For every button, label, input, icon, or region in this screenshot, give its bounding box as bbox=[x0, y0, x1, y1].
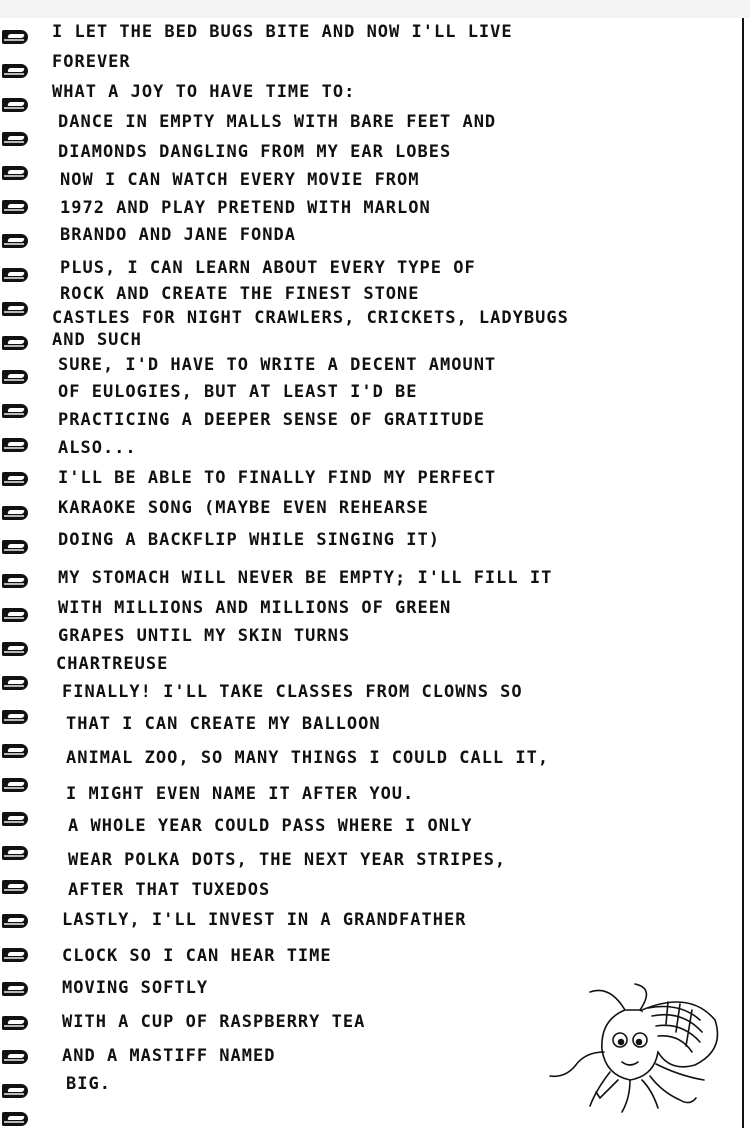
text-line: THAT I CAN CREATE MY BALLOON bbox=[66, 714, 381, 734]
spiral-ring bbox=[2, 1084, 28, 1098]
text-line: GRAPES UNTIL MY SKIN TURNS bbox=[58, 626, 351, 646]
spiral-ring bbox=[2, 744, 28, 758]
text-line: I LET THE BED BUGS BITE AND NOW I'LL LIVE bbox=[52, 22, 513, 42]
text-line: FINALLY! I'LL TAKE CLASSES FROM CLOWNS SO bbox=[62, 682, 523, 702]
text-line: CHARTREUSE bbox=[56, 654, 169, 674]
text-line: PLUS, I CAN LEARN ABOUT EVERY TYPE OF bbox=[60, 258, 476, 278]
spiral-ring bbox=[2, 132, 28, 146]
text-line: ROCK AND CREATE THE FINEST STONE bbox=[60, 284, 420, 304]
page-right-edge bbox=[742, 18, 744, 1128]
bedbug-doodle bbox=[530, 980, 730, 1120]
text-line: AND A MASTIFF NAMED bbox=[62, 1046, 276, 1066]
spiral-ring bbox=[2, 1016, 28, 1030]
spiral-ring bbox=[2, 642, 28, 656]
spiral-ring bbox=[2, 812, 28, 826]
text-line: FOREVER bbox=[52, 52, 131, 72]
spiral-ring bbox=[2, 778, 28, 792]
spiral-ring bbox=[2, 608, 28, 622]
text-line: I'LL BE ABLE TO FINALLY FIND MY PERFECT bbox=[58, 468, 497, 488]
top-margin-band bbox=[0, 0, 750, 18]
spiral-ring bbox=[2, 676, 28, 690]
text-line: WHAT A JOY TO HAVE TIME TO: bbox=[52, 82, 356, 102]
text-line: ALSO... bbox=[58, 438, 137, 458]
spiral-ring bbox=[2, 64, 28, 78]
text-line: DIAMONDS DANGLING FROM MY EAR LOBES bbox=[58, 142, 452, 162]
spiral-ring bbox=[2, 302, 28, 316]
text-line: PRACTICING A DEEPER SENSE OF GRATITUDE bbox=[58, 410, 485, 430]
spiral-binding bbox=[0, 18, 40, 1128]
text-line: MOVING SOFTLY bbox=[62, 978, 209, 998]
text-line: CLOCK SO I CAN HEAR TIME bbox=[62, 946, 332, 966]
text-line: OF EULOGIES, BUT AT LEAST I'D BE bbox=[58, 382, 418, 402]
spiral-ring bbox=[2, 166, 28, 180]
text-line: MY STOMACH WILL NEVER BE EMPTY; I'LL FILL IT bbox=[58, 568, 553, 588]
spiral-ring bbox=[2, 370, 28, 384]
spiral-ring bbox=[2, 574, 28, 588]
text-line: AFTER THAT TUXEDOS bbox=[68, 880, 271, 900]
text-line: DANCE IN EMPTY MALLS WITH BARE FEET AND bbox=[58, 112, 497, 132]
spiral-ring bbox=[2, 948, 28, 962]
spiral-ring bbox=[2, 472, 28, 486]
text-line: ANIMAL ZOO, SO MANY THINGS I COULD CALL IT, bbox=[66, 748, 550, 768]
text-line: BRANDO AND JANE FONDA bbox=[60, 225, 296, 245]
spiral-ring bbox=[2, 234, 28, 248]
spiral-ring bbox=[2, 438, 28, 452]
text-line: 1972 AND PLAY PRETEND WITH MARLON bbox=[60, 198, 431, 218]
text-line: DOING A BACKFLIP WHILE SINGING IT) bbox=[58, 530, 440, 550]
spiral-ring bbox=[2, 404, 28, 418]
text-line: A WHOLE YEAR COULD PASS WHERE I ONLY bbox=[68, 816, 473, 836]
text-line: I MIGHT EVEN NAME IT AFTER YOU. bbox=[66, 784, 415, 804]
text-line: CASTLES FOR NIGHT CRAWLERS, CRICKETS, LADYBUGS bbox=[52, 308, 569, 328]
spiral-ring bbox=[2, 200, 28, 214]
spiral-ring bbox=[2, 846, 28, 860]
spiral-ring bbox=[2, 1050, 28, 1064]
text-line: WITH MILLIONS AND MILLIONS OF GREEN bbox=[58, 598, 452, 618]
spiral-ring bbox=[2, 880, 28, 894]
spiral-ring bbox=[2, 1112, 28, 1126]
spiral-ring bbox=[2, 506, 28, 520]
text-line: KARAOKE SONG (MAYBE EVEN REHEARSE bbox=[58, 498, 429, 518]
spiral-ring bbox=[2, 336, 28, 350]
spiral-ring bbox=[2, 982, 28, 996]
text-line: AND SUCH bbox=[52, 330, 142, 350]
spiral-ring bbox=[2, 914, 28, 928]
text-line: LASTLY, I'LL INVEST IN A GRANDFATHER bbox=[62, 910, 467, 930]
text-line: BIG. bbox=[66, 1074, 111, 1094]
text-line: WITH A CUP OF RASPBERRY TEA bbox=[62, 1012, 366, 1032]
text-line: WEAR POLKA DOTS, THE NEXT YEAR STRIPES, bbox=[68, 850, 507, 870]
spiral-ring bbox=[2, 30, 28, 44]
spiral-ring bbox=[2, 98, 28, 112]
text-line: SURE, I'D HAVE TO WRITE A DECENT AMOUNT bbox=[58, 355, 497, 375]
spiral-ring bbox=[2, 540, 28, 554]
spiral-ring bbox=[2, 268, 28, 282]
spiral-ring bbox=[2, 710, 28, 724]
text-line: NOW I CAN WATCH EVERY MOVIE FROM bbox=[60, 170, 420, 190]
